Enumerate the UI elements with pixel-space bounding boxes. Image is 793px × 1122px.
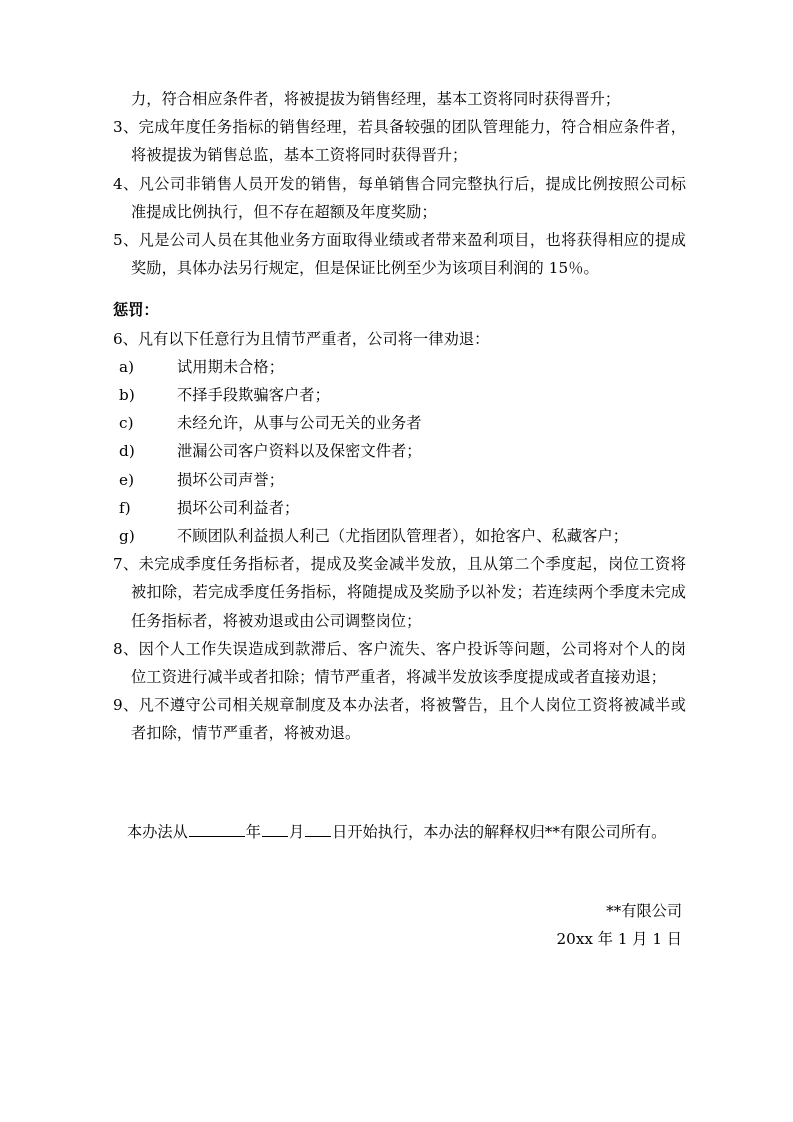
list-item-text: 凡有以下任意行为且情节严重者，公司将一律劝退： bbox=[137, 329, 490, 348]
sub-list-marker: b) bbox=[119, 386, 135, 405]
sub-list-marker: g) bbox=[119, 527, 135, 546]
signature-date: 20xx 年 1 月 1 日 bbox=[556, 930, 682, 949]
sub-list-marker: e) bbox=[119, 470, 135, 489]
sub-list-marker: d) bbox=[119, 442, 135, 461]
list-item-text: 凡不遵守公司相关规章制度及本办法者，将被警告，且个人岗位工资将被减半或者扣除，情节严重者，将被劝退。 bbox=[131, 696, 686, 743]
document-body bbox=[113, 85, 686, 748]
sub-list-item-text: 试用期未合格； bbox=[177, 357, 285, 376]
continuation-paragraph: 力，符合相应条件者，将被提拔为销售经理，基本工资将同时获得晋升； bbox=[131, 90, 621, 108]
list-item-text: 凡是公司人员在其他业务方面取得业绩或者带来盈利项目，也将获得相应的提成奖励，具体办法另行规定，但是保证比例至少为该项目利润的 15％。 bbox=[131, 231, 686, 278]
list-marker: 4、 bbox=[113, 174, 139, 193]
signature-company: **有限公司 bbox=[606, 902, 682, 920]
sub-list-item bbox=[113, 381, 686, 409]
list-marker: 5、 bbox=[113, 231, 139, 250]
sub-list-item-text: 损坏公司利益者； bbox=[177, 498, 300, 517]
section-heading-penalty: 惩罚： bbox=[113, 301, 159, 320]
list-item bbox=[113, 550, 686, 635]
closing-prefix: 本办法从 bbox=[127, 823, 188, 841]
sub-list-item-text: 不择手段欺骗客户者； bbox=[177, 386, 330, 405]
list-item-text: 未完成季度任务指标者，提成及奖金减半发放，且从第二个季度起，岗位工资将被扣除，若完成季度任务指标，将随提成及奖励予以补发；若连续两个季度未完成任务指标者，将被劝退或由公司调整岗位； bbox=[131, 555, 686, 630]
list-marker: 9、 bbox=[113, 696, 139, 715]
day-blank[interactable] bbox=[305, 821, 331, 837]
sub-list-item bbox=[113, 353, 686, 381]
sub-list-item-text: 未经允许，从事与公司无关的业务者 bbox=[177, 414, 422, 433]
year-label: 年 bbox=[245, 823, 261, 841]
effective-date-statement bbox=[127, 818, 687, 846]
sub-list-marker: c) bbox=[119, 414, 134, 433]
sub-list-item bbox=[113, 409, 686, 437]
sub-list-marker: a) bbox=[119, 357, 135, 376]
list-item bbox=[113, 170, 686, 226]
sub-list-marker: f) bbox=[119, 498, 131, 517]
sub-list-item bbox=[113, 494, 686, 522]
sub-list-item-text: 不顾团队利益损人利己（尤指团队管理者），如抢客户、私藏客户； bbox=[177, 527, 629, 546]
sub-list-item bbox=[113, 437, 686, 465]
list-item-text: 完成年度任务指标的销售经理，若具备较强的团队管理能力，符合相应条件者，将被提拔为销售总监，基本工资将同时获得晋升； bbox=[131, 118, 686, 165]
list-marker: 6、 bbox=[113, 329, 138, 348]
list-item bbox=[113, 226, 686, 282]
month-label: 月 bbox=[288, 823, 305, 841]
list-item bbox=[113, 691, 686, 747]
list-item bbox=[113, 325, 686, 353]
list-item bbox=[113, 635, 686, 691]
list-marker: 7、 bbox=[113, 555, 139, 574]
year-blank[interactable] bbox=[189, 821, 245, 837]
list-marker: 8、 bbox=[113, 639, 139, 658]
sub-list-item bbox=[113, 466, 686, 494]
signature-block bbox=[300, 897, 682, 954]
list-marker: 3、 bbox=[113, 118, 139, 137]
closing-suffix: 日开始执行，本办法的解释权归**有限公司所有。 bbox=[332, 823, 667, 841]
list-item-text: 因个人工作失误造成到款滞后、客户流失、客户投诉等问题，公司将对个人的岗位工资进行减半或者扣除；情节严重者，将减半发放该季度提成或者直接劝退； bbox=[131, 639, 686, 687]
sub-list-item-text: 损坏公司声誉； bbox=[177, 470, 285, 489]
month-blank[interactable] bbox=[262, 821, 288, 837]
sub-list-item-text: 泄漏公司客户资料以及保密文件者； bbox=[177, 442, 422, 461]
list-item-text: 凡公司非销售人员开发的销售，每单销售合同完整执行后，提成比例按照公司标准提成比例执行，但不存在超额及年度奖励； bbox=[131, 174, 686, 221]
sub-list-item bbox=[113, 522, 686, 550]
list-item bbox=[113, 113, 686, 169]
